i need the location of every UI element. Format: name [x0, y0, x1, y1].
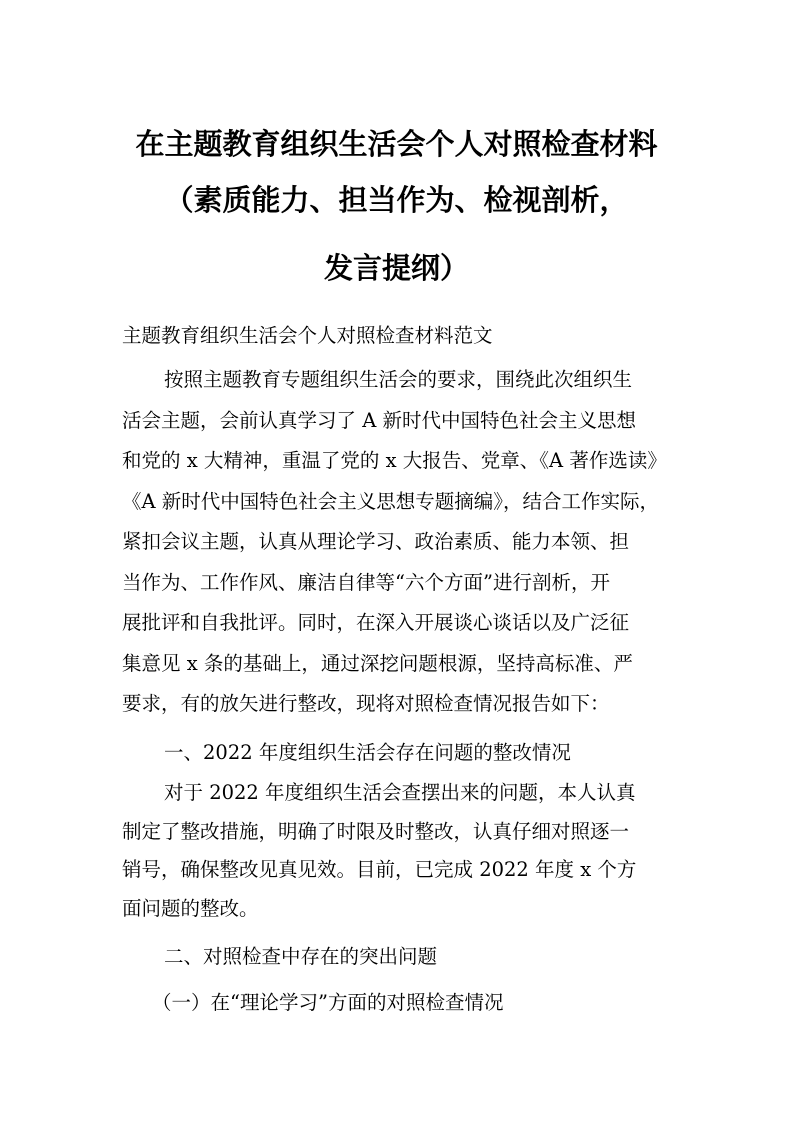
- intro-paragraph: [122, 364, 674, 729]
- paragraph-line: 要求，有的放矢进行整改，现将对照检查情况报告如下：: [122, 692, 610, 715]
- document-title-line-2: （素质能力、担当作为、检视剖析，: [164, 183, 629, 217]
- paragraph-line: 面问题的整改。: [122, 896, 259, 920]
- paragraph-line: 和党的 x 大精神，重温了党的 x 大报告、党章、《A 著作选读》: [122, 449, 667, 472]
- paragraph-line: 《A 新时代中国特色社会主义思想专题摘编》，结合工作实际，: [122, 489, 660, 513]
- document-subtitle: 主题教育组织生活会个人对照检查材料范文: [122, 324, 493, 347]
- section-heading-1: 一、2022 年度组织生活会存在问题的整改情况: [164, 741, 571, 764]
- paragraph-line: 活会主题，会前认真学习了 A 新时代中国特色社会主义思想: [122, 408, 636, 432]
- paragraph-line: 当作为、工作作风、廉洁自律等“六个方面”进行剖析，开: [122, 570, 610, 594]
- paragraph-line: 对于 2022 年度组织生活会查摆出来的问题，本人认真: [164, 781, 636, 804]
- section-heading-2: 二、对照检查中存在的突出问题: [164, 945, 438, 968]
- document-title-line-3: 发言提纲）: [323, 251, 469, 285]
- section-1-paragraph: [122, 777, 674, 931]
- subsection-heading: （一）在“理论学习”方面的对照检查情况: [152, 991, 504, 1014]
- paragraph-line: 紧扣会议主题，认真从理论学习、政治素质、能力本领、担: [122, 530, 630, 553]
- document-title-line-1: 在主题教育组织生活会个人对照检查材料: [135, 127, 658, 161]
- paragraph-line: 按照主题教育专题组织生活会的要求，围绕此次组织生: [164, 368, 633, 391]
- paragraph-line: 销号，确保整改见真见效。目前，已完成 2022 年度 x 个方: [122, 858, 637, 881]
- paragraph-line: 展批评和自我批评。同时，在深入开展谈心谈话以及广泛征: [122, 611, 630, 634]
- paragraph-line: 集意见 x 条的基础上，通过深挖问题根源，坚持高标准、严: [122, 651, 633, 675]
- paragraph-line: 制定了整改措施，明确了时限及时整改，认真仔细对照逐一: [122, 819, 630, 843]
